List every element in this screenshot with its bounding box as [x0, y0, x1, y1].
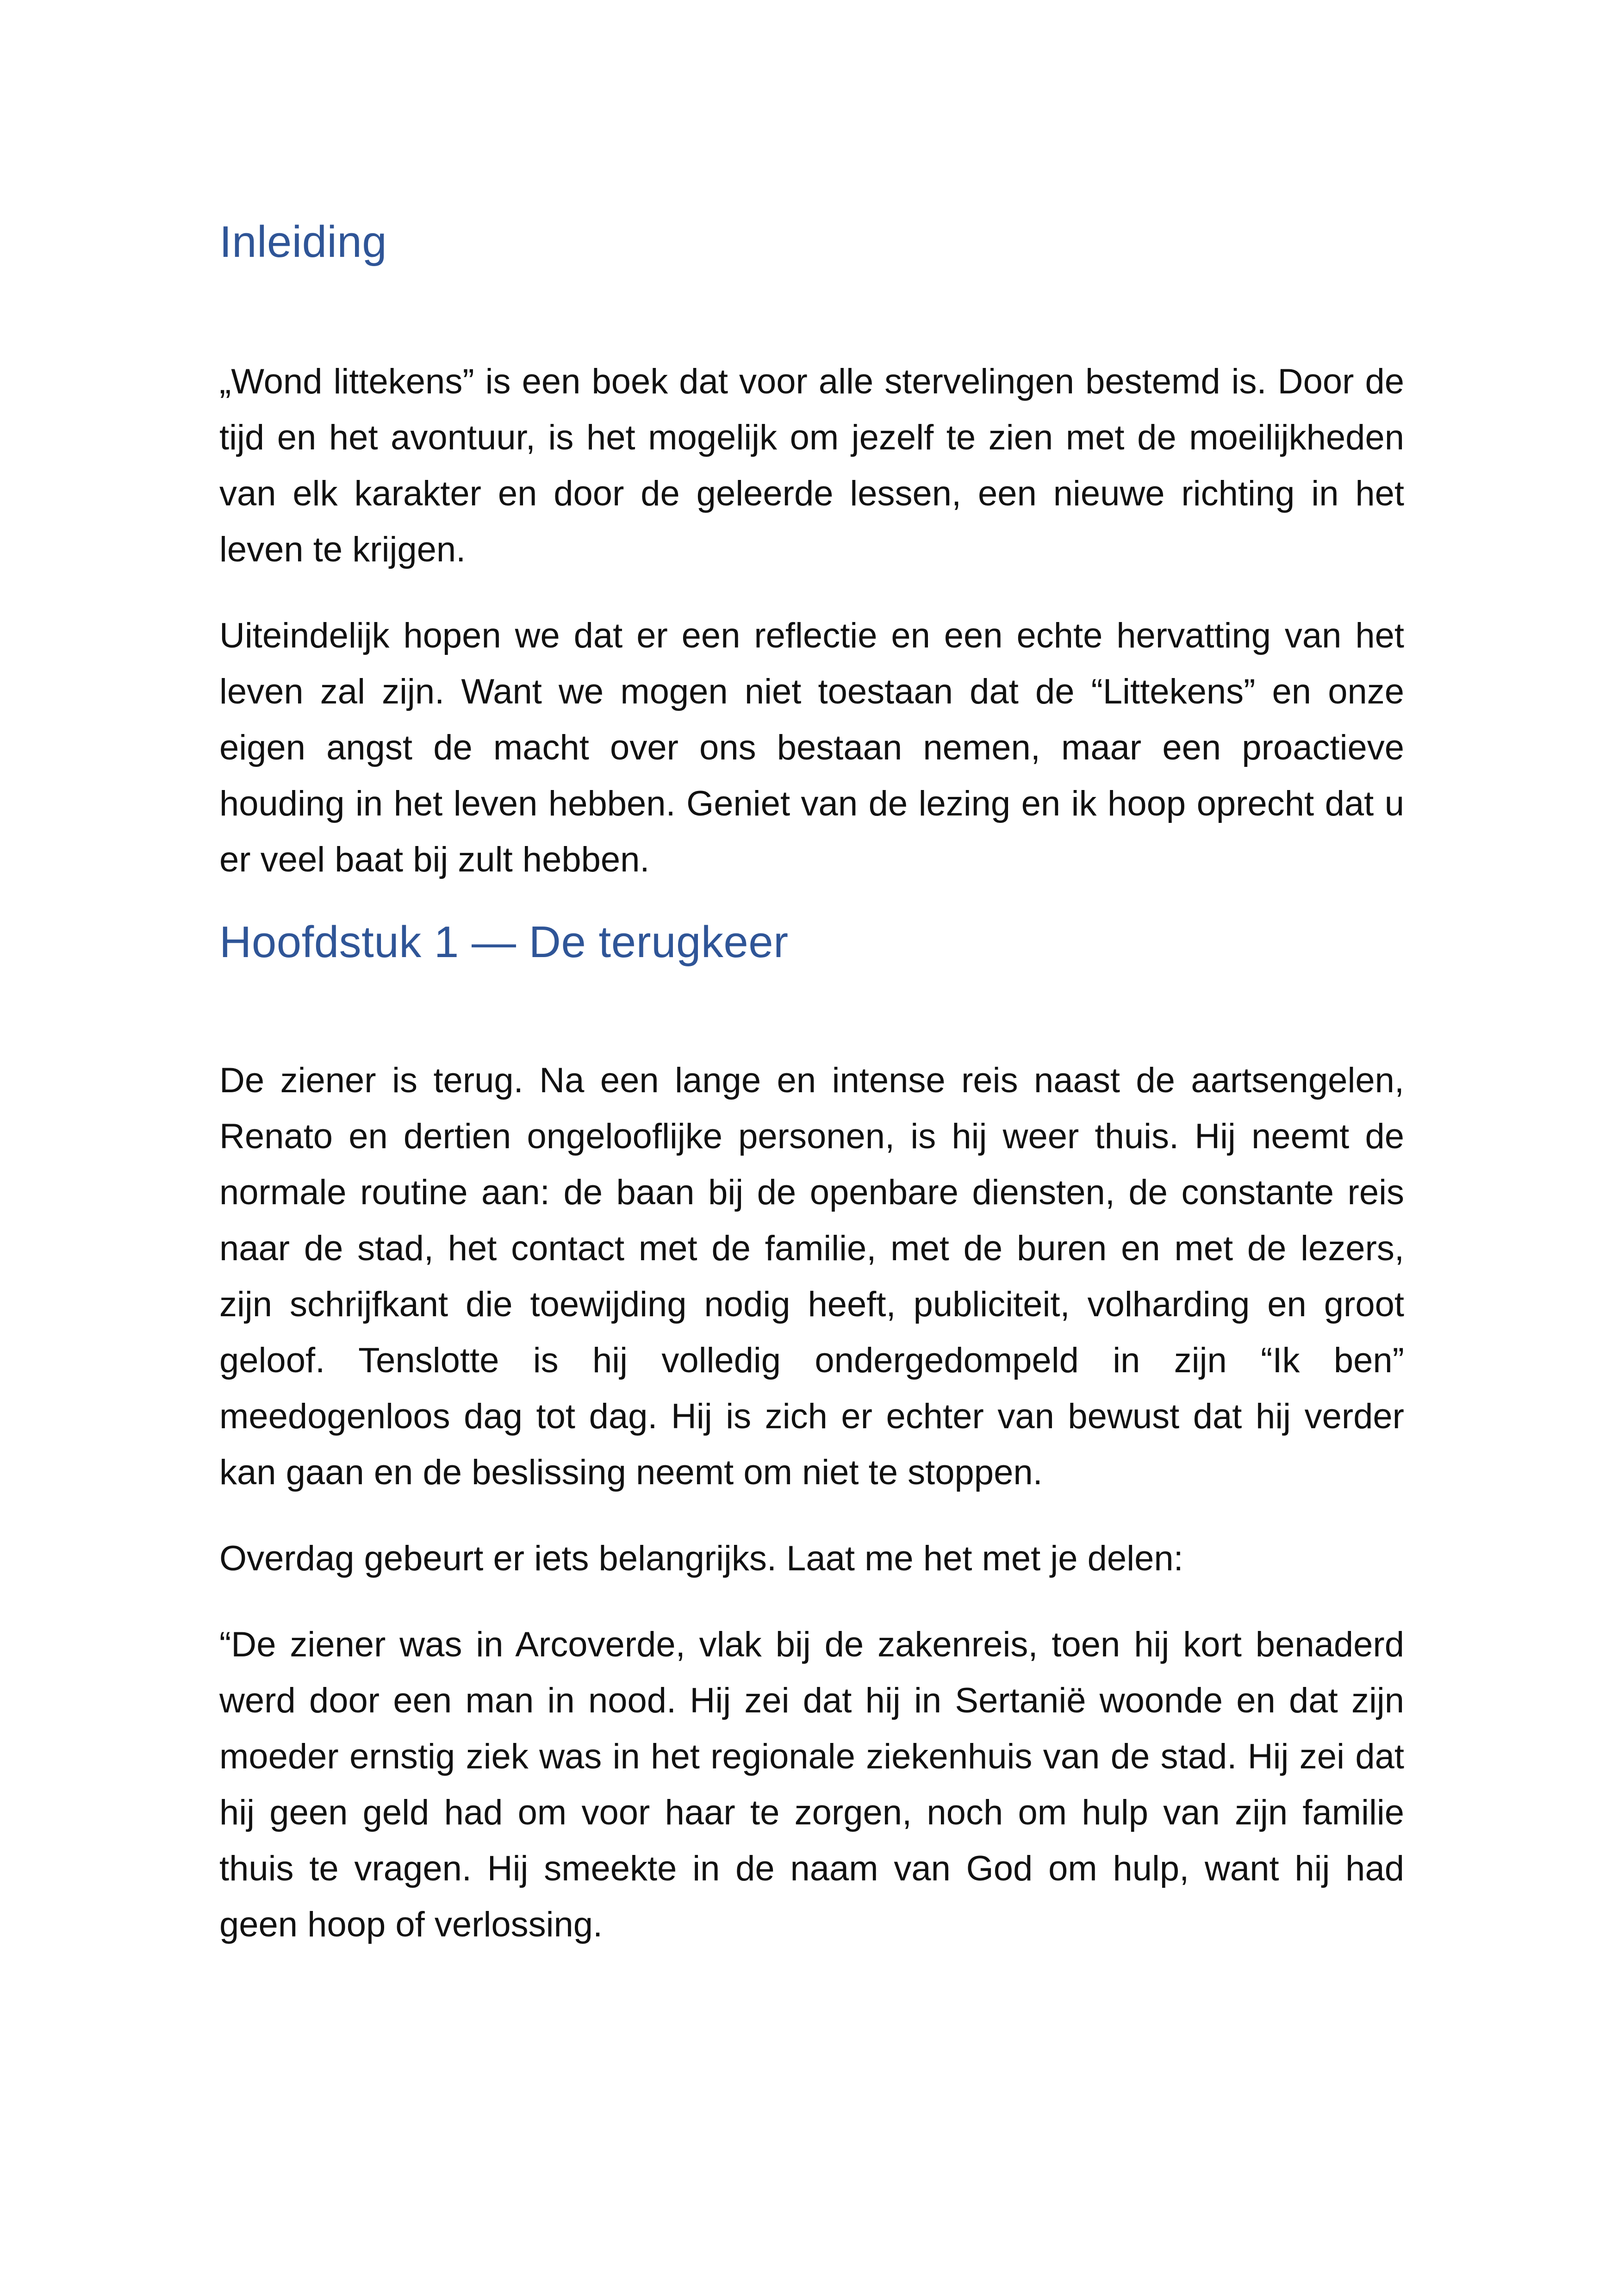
intro-paragraph: Uiteindelijk hopen we dat er een reflectie en een echte hervatting van het leven zal zijn. Want we mogen niet toestaan dat de “Littekens” en onze eigen angst de macht over ons bestaan nemen, maar een proactieve houding in het leven hebben. Geniet van de lezing en ik hoop oprecht dat u er veel baat bij zult hebben.: [219, 616, 1404, 879]
chapter-paragraph: De ziener is terug. Na een lange en intense reis naast de aartsengelen, Renato en dertien ongelooflijke personen, is hij weer thuis. Hij neemt de normale routine aan: de baan bij de openbare diensten, de constante reis naar de stad, het contact met de familie, met de buren en met de lezers, zijn schrijfkant die toewijding nodig heeft, publiciteit, volharding en groot geloof. Tenslotte is hij volledig ondergedompeld in zijn “Ik ben” meedogenloos dag tot dag. Hij is zich er echter van bewust dat hij verder kan gaan en de beslissing neemt om niet te stoppen.: [219, 1061, 1404, 1493]
page-content: [219, 218, 1404, 1983]
intro-heading: Inleiding: [219, 217, 387, 267]
chapter-paragraph: Overdag gebeurt er iets belangrijks. Laat me het met je delen:: [219, 1539, 1183, 1579]
intro-paragraph: „Wond littekens” is een boek dat voor alle stervelingen bestemd is. Door de tijd en het avontuur, is het mogelijk om jezelf te zien met de moeilijkheden van elk karakter en door de geleerde lessen, een nieuwe richting in het leven te krijgen.: [219, 361, 1404, 569]
chapter-heading: Hoofdstuk 1 — De terugkeer: [219, 917, 789, 967]
chapter-paragraph: “De ziener was in Arcoverde, vlak bij de zakenreis, toen hij kort benaderd werd door een man in nood. Hij zei dat hij in Sertanië woonde en dat zijn moeder ernstig ziek was in het regionale ziekenhuis van de stad. Hij zei dat hij geen geld had om voor haar te zorgen, noch om hulp van zijn familie thuis te vragen. Hij smeekte in de naam van God om hulp, want hij had geen hoop of verlossing.: [219, 1625, 1404, 1945]
